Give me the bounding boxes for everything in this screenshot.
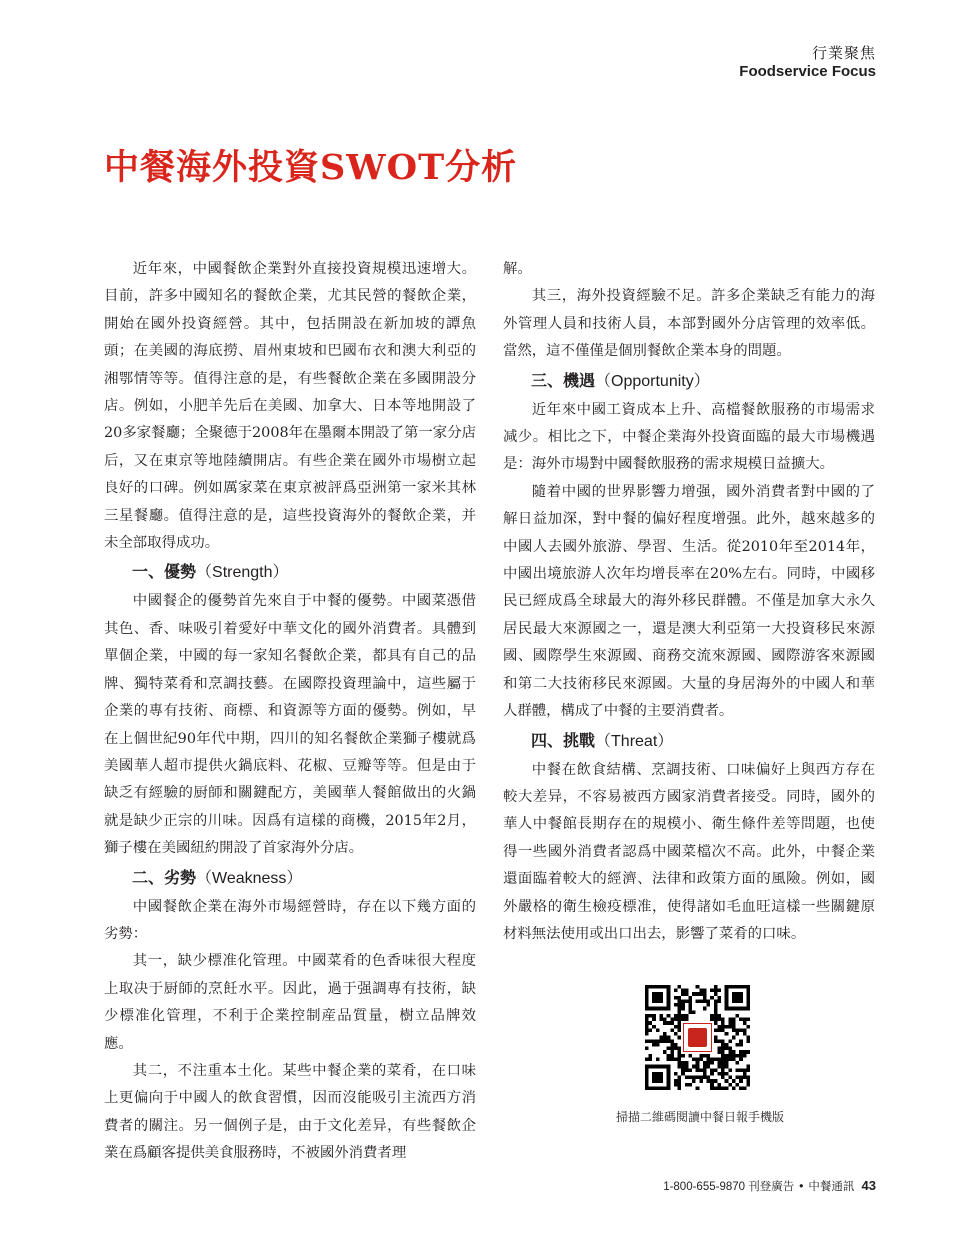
left-text-column — [104, 256, 476, 1168]
right-text-column — [503, 256, 875, 948]
qr-code — [645, 985, 750, 1090]
section-heading-zh: 二、劣勢 — [132, 867, 197, 887]
section-heading-en: （Strength） — [196, 564, 289, 582]
body-paragraph: 其三，海外投資經驗不足。許多企業缺乏有能力的海外管理人員和技術人員，本部對國外分店管理的效率低。當然，這不僅僅是個別餐飲企業本身的問題。 — [503, 288, 875, 360]
body-paragraph: 近年來，中國餐飲企業對外直接投資規模迅速增大。目前，許多中國知名的餐飲企業，尤其民營的餐飲企業，開始在國外投資經營。其中，包括開設在新加坡的譚魚頭；在美國的海底撈、眉州東坡和巴國布衣和澳大利亞的湘鄂情等等。值得注意的是，有些餐飲企業在多國開設分店。例如，小肥羊先后在美國、加拿大、日本等地開設了20多家餐廳；全聚德于2008年在墨爾本開設了第一家分店后，又在東京等地陸續開店。有些企業在國外市場樹立起良好的口碑。例如厲家菜在東京被評爲亞洲第一家米其林三星餐廳。值得注意的是，這些投資海外的餐飲企業，并未全部取得成功。 — [104, 261, 476, 552]
body-paragraph: 中餐在飲食結構、烹調技術、口味偏好上與西方存在較大差异，不容易被西方國家消費者接受。同時，國外的華人中餐館長期存在的規模小、衛生條件差等問題，也使得一些國外消費者認爲中國菜檔次不高。此外，中餐企業還面臨着較大的經濟、法律和政策方面的風險。例如，國外嚴格的衛生檢疫標准，使得諸如毛血旺這樣一些關鍵原材料無法使用或出口出去，影響了菜肴的口味。 — [503, 761, 875, 942]
section-heading — [104, 863, 476, 894]
section-heading-en: （Threat） — [595, 732, 674, 750]
body-paragraph: 隨着中國的世界影響力增强，國外消費者對中國的了解日益加深，對中餐的偏好程度增强。此外，越來越多的中國人去國外旅游、學習、生活。從2010年至2014年，中國出境旅游人次年均增長率在20%左右。同時，中國移民已經成爲全球最大的海外移民群體。不僅是加拿大永久居民最大來源國之一，還是澳大利亞第一大投資移民來源國、國際學生來源國、商務交流來源國、國際游客來源國和第二大技術移民來源國。大量的身居海外的中國人和華人群體，構成了中餐的主要消費者。 — [503, 483, 875, 720]
section-header — [739, 44, 876, 82]
section-name-zh: 行業聚焦 — [811, 44, 876, 62]
body-paragraph: 其二，不注重本土化。某些中餐企業的菜肴，在口味上更偏向于中國人的飲食習慣，因而沒能吸引主流西方消費者的關注。另一個例子是，由于文化差异，有些餐飲企業在爲顧客提供美食服務時，不被國外消費者理 — [104, 1062, 476, 1162]
page-footer — [663, 1178, 876, 1194]
section-heading-en: （Weakness） — [196, 869, 303, 887]
section-heading-zh: 一、優勢 — [132, 562, 197, 582]
section-heading-zh: 四、挑戰 — [531, 730, 596, 750]
section-heading-en: （Opportunity） — [595, 372, 710, 390]
body-paragraph: 近年來中國工資成本上升、高檔餐飲服務的市場需求减少。相比之下，中餐企業海外投資面臨的最大市場機遇是：海外市場對中國餐飲服務的需求規模日益擴大。 — [503, 401, 875, 473]
page-number: 43 — [861, 1178, 876, 1193]
body-paragraph: 其一，缺少標准化管理。中國菜肴的色香味很大程度上取决于厨師的烹飪水平。因此，過于强調專有技術，缺少標准化管理，不利于企業控制産品質量，樹立品牌效應。 — [104, 953, 476, 1052]
qr-logo-icon — [683, 1023, 712, 1052]
article-title: 中餐海外投資SWOT分析 — [104, 147, 518, 188]
section-heading — [104, 557, 476, 588]
body-paragraph: 中國餐飲企業在海外市場經營時，存在以下幾方面的劣勢： — [104, 898, 476, 942]
section-heading — [503, 726, 875, 757]
body-paragraph: 中國餐企的優勢首先來自于中餐的優勢。中國菜憑借其色、香、味吸引着愛好中華文化的國外消費者。具體到單個企業，中國的每一家知名餐飲企業，都具有自己的品牌、獨特菜肴和烹調技藝。在國際投資理論中，這些屬于企業的專有技術、商標、和資源等方面的優勢。例如，早在上個世紀90年代中期，四川的知名餐飲企業獅子樓就爲美國華人超市提供火鍋底料、花椒、豆瓣等等。但是由于缺乏有經驗的厨師和關鍵配方，美國華人餐館做出的火鍋就是缺少正宗的川味。因爲有這樣的商機，2015年2月，獅子樓在美國紐約開設了首家海外分店。 — [104, 593, 476, 857]
section-name-en: Foodservice Focus — [739, 62, 876, 80]
qr-caption: 掃描二維碼閱讀中餐日報手機版 — [615, 1110, 784, 1124]
footer-publication: 刊登廣告 • 中餐通訊 — [748, 1179, 855, 1193]
section-heading-zh: 三、機遇 — [531, 370, 596, 390]
footer-phone: 1-800-655-9870 — [663, 1181, 746, 1193]
body-paragraph: 解。 — [503, 261, 532, 277]
section-heading — [503, 366, 875, 397]
